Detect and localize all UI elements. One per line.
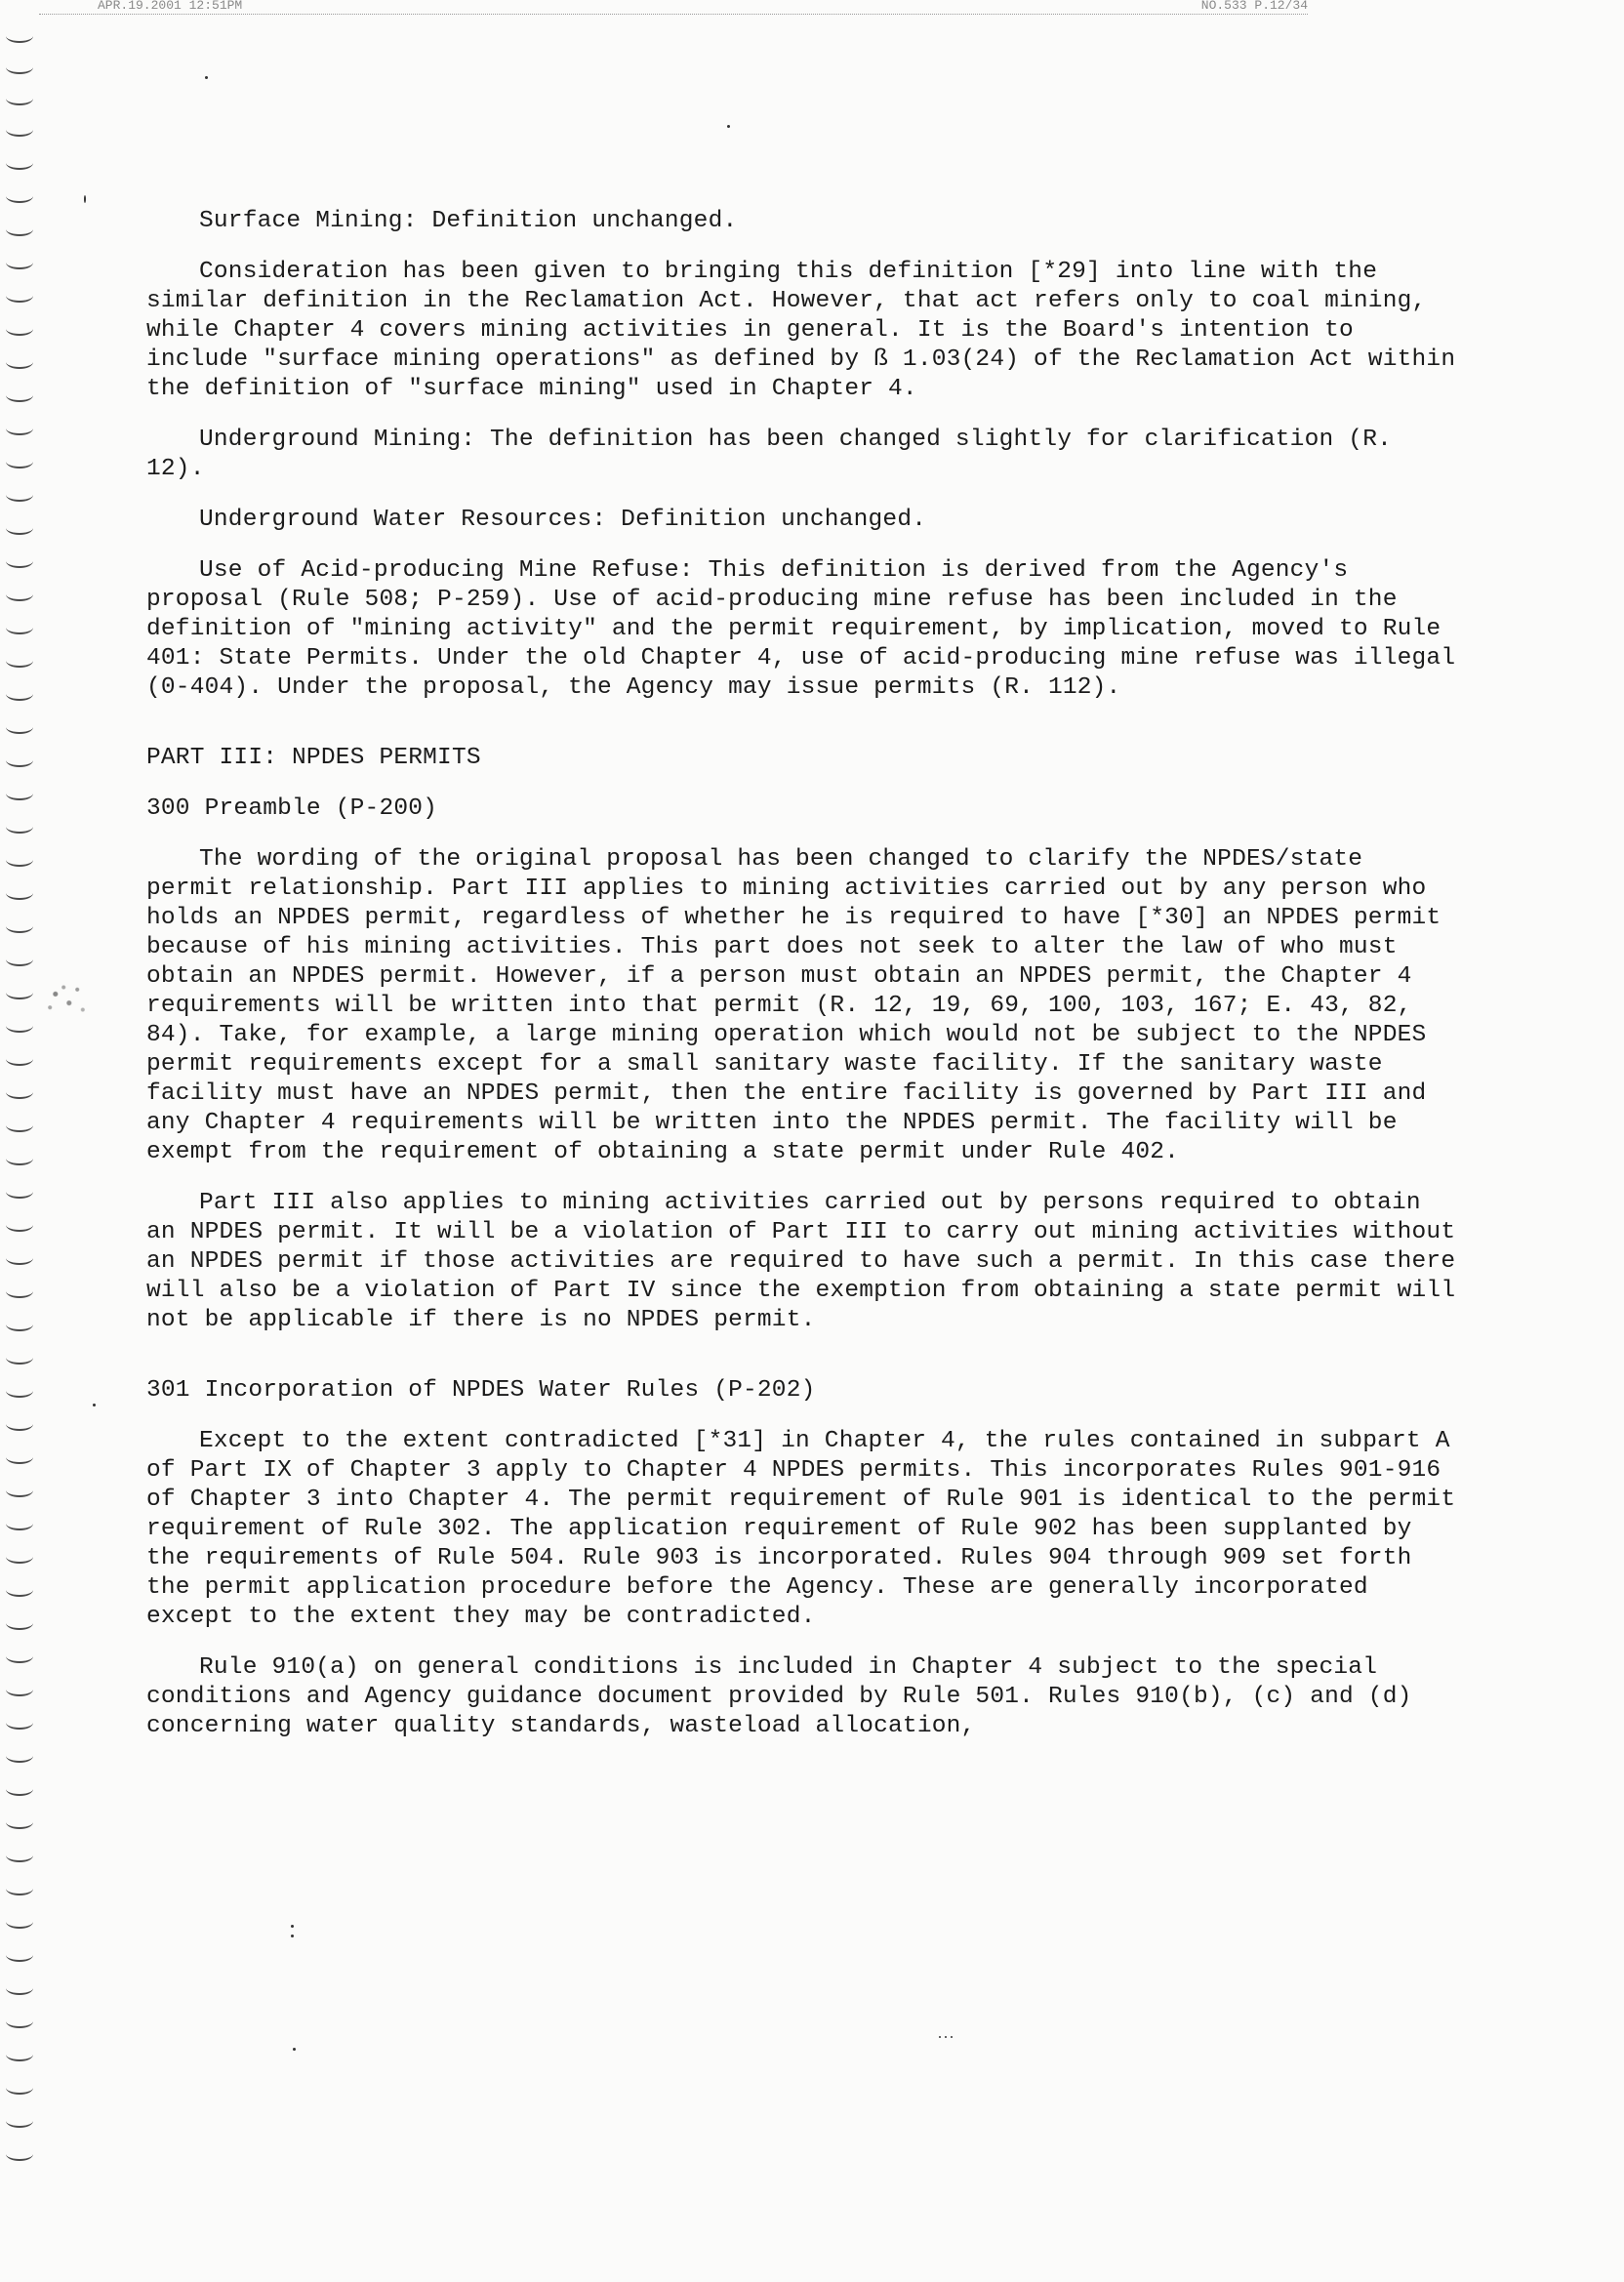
definition-surface-mining: Surface Mining: Definition unchanged. (199, 208, 738, 234)
paragraph-part-iii-applies: Part III also applies to mining activities carried out by persons required to obtain an NPDES permit. It will be a violation of Part III to carry out mining activities without an NPDES permit if those activities are required to have such a permit. In this case there will also be a violation of Part IV since the exemption from obtaining a state permit will not be applicable if there is no NPDES permit. (146, 1190, 1456, 1333)
scan-speck (291, 1935, 294, 1937)
definition-acid-producing-mine-refuse: Use of Acid-producing Mine Refuse: This definition is derived from the Agency's proposal (Rule 508; P-259). Use of acid-producing mine refuse has been included in the definition of "mining activity" and the permit requirement, by implication, moved to Rule 401: State Permits. Under the old Chapter 4, use of acid-producing mine refuse was illegal (0-404). Under the proposal, the Agency may issue permits (R. 112). (146, 557, 1456, 701)
scan-speck (951, 2036, 953, 2038)
binder-punch-marks (6, 29, 45, 2216)
scan-speck (291, 1925, 294, 1928)
scan-speck (945, 2036, 947, 2038)
fax-header-date: APR.19.2001 12:51PM (98, 0, 243, 13)
paragraph-preamble-wording: The wording of the original proposal has been changed to clarify the NPDES/state permit relationship. Part III applies to mining activities carried out by any person who holds an NPDES permit, regardless of whether he is required to have [*30] an NPDES permit because of his mining activities. This part does not seek to alter the law of who must obtain an NPDES permit. However, if a person must obtain an NPDES permit, the Chapter 4 requirements will be written into that permit (R. 12, 19, 69, 100, 103, 167; E. 43, 82, 84). Take, for example, a large mining operation which would not be subject to the NPDES permit requirements except for a small sanitary waste facility. If the sanitary waste facility must have an NPDES permit, then the entire facility is governed by Part III and any Chapter 4 requirements will be written into the NPDES permit. The facility will be exempt from the requirement of obtaining a state permit under Rule 402. (146, 846, 1441, 1165)
section-heading-301-incorporation: 301 Incorporation of NPDES Water Rules (P-202) (146, 1377, 816, 1404)
scan-speck (93, 1404, 96, 1406)
section-heading-300-preamble: 300 Preamble (P-200) (146, 795, 438, 822)
scan-smudge (39, 976, 94, 1021)
scan-speck (84, 195, 86, 203)
fax-transmission-header (39, 0, 1308, 15)
document-body (146, 207, 1464, 1763)
scan-speck (293, 2048, 296, 2051)
paragraph-except-contradicted: Except to the extent contradicted [*31] in Chapter 4, the rules contained in subpart A of Part IX of Chapter 3 apply to Chapter 4 NPDES permits. This incorporates Rules 901-916 of Chapter 3 into Chapter 4. The permit requirement of Rule 901 is identical to the permit requirement of Rule 302. The application requirement of Rule 902 has been supplanted by the requirements of Rule 504. Rule 903 is incorporated. Rules 904 through 909 set forth the permit application procedure before the Agency. These are generally incorporated except to the extent they may be contradicted. (146, 1428, 1456, 1630)
definition-underground-mining: Underground Mining: The definition has been changed slightly for clarification (R. 12). (146, 427, 1392, 482)
scan-speck (205, 76, 208, 79)
fax-header-page: NO.533 P.12/34 (1200, 0, 1308, 13)
section-heading-part-iii: PART III: NPDES PERMITS (146, 745, 481, 771)
scan-speck (939, 2036, 941, 2038)
definition-underground-water-resources: Underground Water Resources: Definition unchanged. (199, 507, 927, 533)
scan-speck (727, 125, 730, 128)
paragraph-surface-mining-consideration: Consideration has been given to bringing this definition [*29] into line with the similar definition in the Reclamation Act. However, that act refers only to coal mining, while Chapter 4 covers mining activities in general. It is the Board's intention to include "surface mining operations" as defined by ß 1.03(24) of the Reclamation Act within the definition of "surface mining" used in Chapter 4. (146, 259, 1456, 402)
paragraph-rule-910a: Rule 910(a) on general conditions is included in Chapter 4 subject to the special conditions and Agency guidance document provided by Rule 501. Rules 910(b), (c) and (d) concerning water quality standards, wasteload allocation, (146, 1654, 1412, 1739)
